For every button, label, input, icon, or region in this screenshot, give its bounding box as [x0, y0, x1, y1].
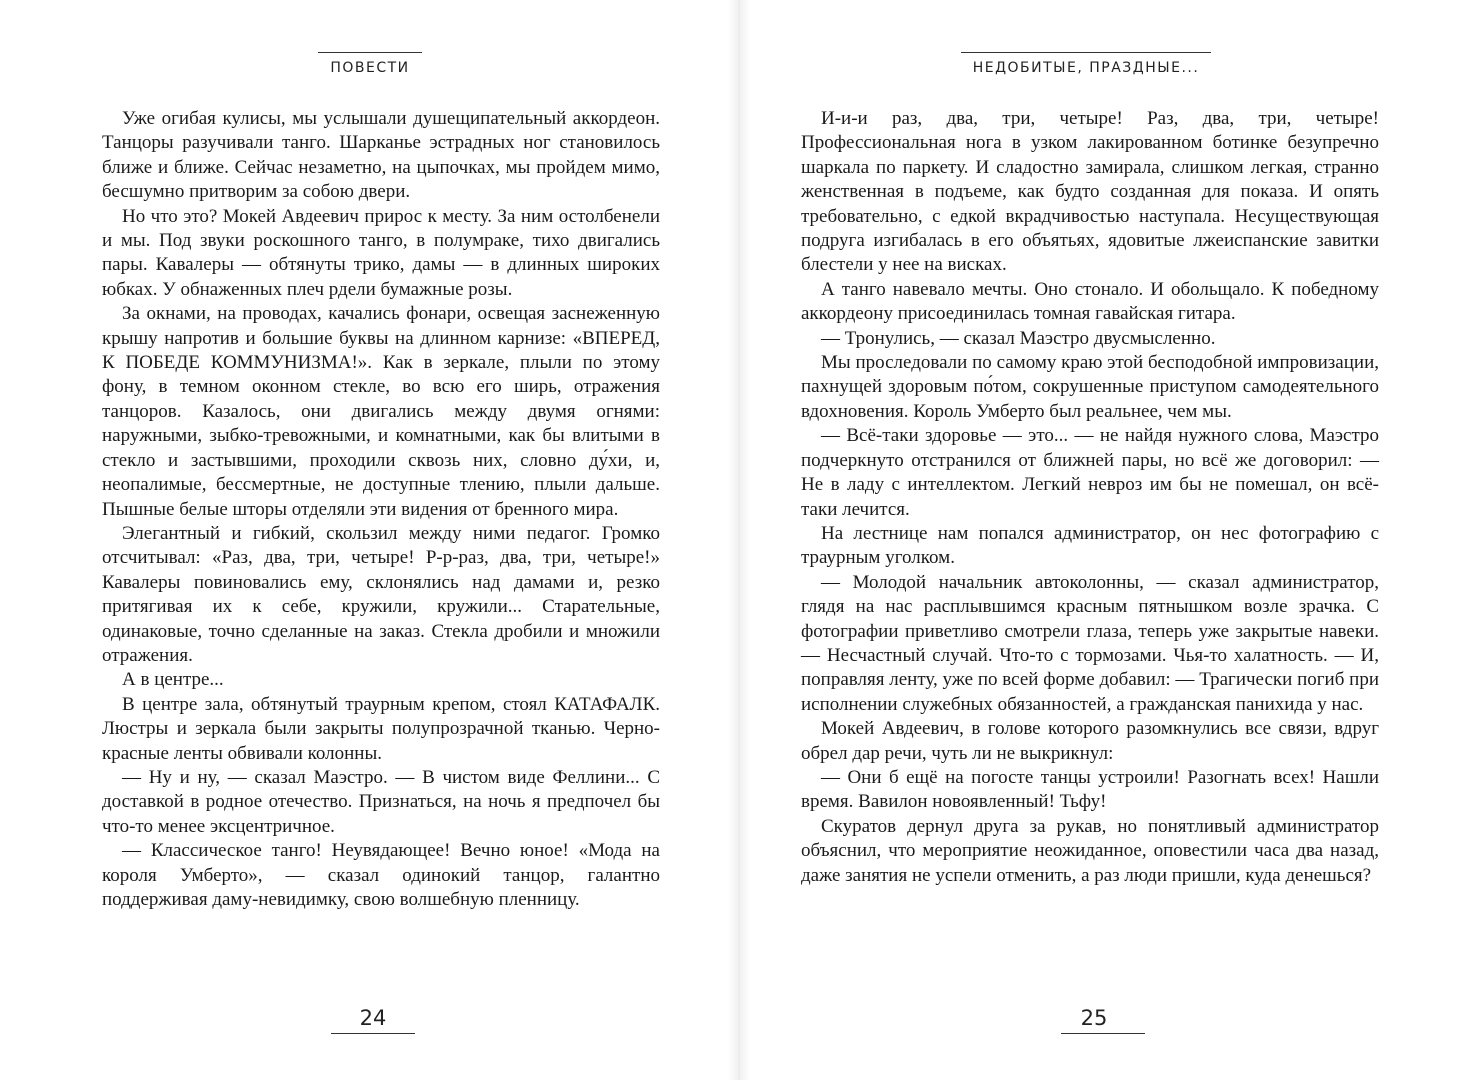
page-number-rule [331, 1033, 415, 1034]
paragraph: За окнами, на проводах, качались фонари, освещая заснеженную крышу напротив и большие буквы на длинном карнизе: «ВПЕРЕД, К ПОБЕДЕ КОММУНИЗМА!». Как в зеркале, плыли по этому фону, в темном оконном стекле, во всю его ширь, отражения танцоров. Казалось, они двигались между двумя огнями: наружными, зыбко-тревожными, и комнатными, как бы влитыми в стекло и застывшими, проходили сквозь них, словно ду́хи, и, неопалимые, бессмертные, не доступные тлению, плыли дальше. Пышные белые шторы отделяли эти видения от бренного мира. [102, 303, 660, 520]
left-page-text [102, 107, 660, 912]
right-page [739, 0, 1478, 1080]
paragraph: — Тронулись, — сказал Маэстро двусмысленно. [821, 327, 1216, 349]
paragraph: И-и-и раз, два, три, четыре! Раз, два, три, четыре! Профессиональная нога в узком лакированном ботинке безупречно шаркала по паркету. И сладостно замирала, слишком легкая, странно женственная в подъеме, как будто созданная для показа. И опять требовательно, с едкой вкрадчивостью наступала. Несуществующая подруга изгибалась в его объятьях, ядовитые лжеиспанские завитки блестели у нее на висках. [801, 108, 1379, 276]
running-head-rule [961, 52, 1211, 53]
paragraph: Скуратов дернул друга за рукав, но понятливый администратор объяснил, что мероприятие неожиданное, оповестили часа два назад, даже занятия не успели отменить, а раз люди пришли, куда денешься? [801, 815, 1379, 886]
paragraph: А в центре... [122, 669, 224, 691]
running-head-label: НЕДОБИТЫЕ, ПРАЗДНЫЕ... [972, 60, 1200, 76]
page-number-right [1049, 1006, 1139, 1034]
page-number: 25 [1080, 1006, 1108, 1030]
paragraph: На лестнице нам попался администратор, он нес фотографию с траурным уголком. [801, 522, 1379, 569]
paragraph: — Ну и ну, — сказал Маэстро. — В чистом виде Феллини... С доставкой в родное отечество. Признаться, на ночь я предпочел бы что-то менее эксцентричное. [102, 766, 660, 837]
page-number-rule [1061, 1033, 1145, 1034]
running-head-rule [318, 52, 422, 53]
paragraph: — Классическое танго! Неувядающее! Вечно юное! «Мода на короля Умберто», — сказал одинокий танцор, галантно поддерживая даму-невидимку, свою волшебную пленницу. [102, 840, 660, 910]
paragraph: Мокей Авдеевич, в голове которого разомкнулись все связи, вдруг обрел дар речи, чуть ли не выкрикнул: [801, 718, 1379, 764]
page-number-left [328, 1006, 418, 1034]
paragraph: Уже огибая кулисы, мы услышали душещипательный аккордеон. Танцоры разучивали танго. Шарканье эстрадных ног становилось ближе и ближе. Сейчас незаметно, на цыпочках, мы пройдем мимо, бесшумно притворим за собою двери. [102, 108, 660, 203]
right-page-text [801, 107, 1379, 888]
paragraph: — Они б ещё на погосте танцы устроили! Разогнать всех! Нашли время. Вавилон новоявленный! Тьфу! [801, 766, 1379, 813]
paragraph: — Всё-таки здоровье — это... — не найдя нужного слова, Маэстро подчеркнуто отстранился от ближней пары, но всё же договорил: — Не в ладу с интеллектом. Легкий невроз им бы не помешал, он всё-таки лечится. [801, 425, 1379, 520]
paragraph: А танго навевало мечты. Оно стонало. И обольщало. К победному аккордеону присоединилась томная гавайская гитара. [801, 278, 1379, 325]
paragraph: В центре зала, обтянутый траурным крепом, стоял КАТАФАЛК. Люстры и зеркала были закрыты полупрозрачной тканью. Черно-красные ленты обвивали колонны. [102, 693, 660, 764]
running-head-left [300, 52, 440, 76]
running-head-label: ПОВЕСТИ [330, 60, 410, 76]
page-number: 24 [359, 1006, 387, 1030]
paragraph: Элегантный и гибкий, скользил между ними педагог. Громко отсчитывал: «Раз, два, три, четыре! Р-р-раз, два, три, четыре!» Кавалеры повиновались ему, склонялись над дамами и, резко притягивая их к себе, кружили, кружили... Старательные, одинаковые, точно сделанные на заказ. Стекла дробили и множили отражения. [102, 522, 660, 666]
paragraph: — Молодой начальник автоколонны, — сказал администратор, глядя на нас расплывшимся красным пятнышком возле зрачка. С фотографии приветливо смотрели глаза, теперь уже закрытые навеки. — Несчастный случай. Что-то с тормозами. Чья-то халатность. — И, поправляя ленту, уже по всей форме добавил: — Трагически погиб при исполнении служебных обязанностей, а гражданская панихида у нас. [801, 571, 1379, 715]
running-head-right [941, 52, 1231, 76]
paragraph: Мы проследовали по самому краю этой бесподобной импровизации, пахнущей здоровым по́том, сокрушенные приступом самодеятельного вдохновения. Король Умберто был реальнее, чем мы. [801, 352, 1379, 422]
paragraph: Но что это? Мокей Авдеевич прирос к месту. За ним остолбенели и мы. Под звуки роскошного танго, в полумраке, тихо двигались пары. Кавалеры — обтянуты трико, дамы — в длинных широких юбках. У обнаженных плеч рдели бумажные розы. [102, 205, 660, 300]
